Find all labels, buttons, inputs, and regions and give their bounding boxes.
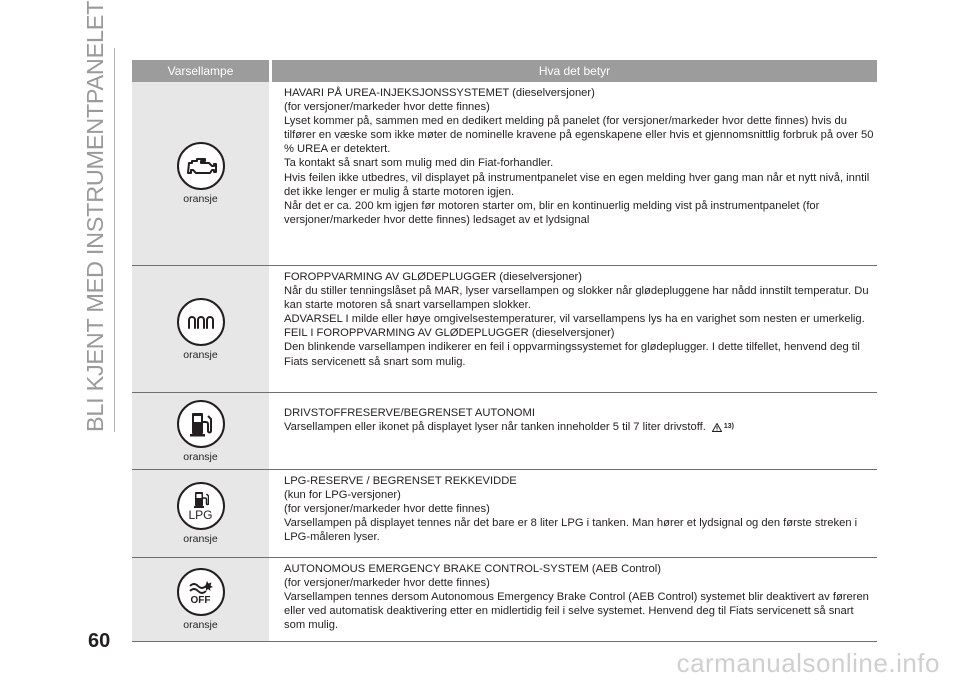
meaning-line: (kun for LPG-versjoner) [284, 489, 401, 502]
glow-plug-icon [177, 298, 225, 346]
color-label: oransje [183, 450, 218, 463]
lpg-pump-icon [177, 482, 225, 530]
meaning-line: (for versjoner/markeder hvor dette finnes) [284, 101, 490, 114]
off-label: OFF [190, 595, 211, 606]
meaning-cell [272, 393, 877, 469]
meaning-cell [272, 558, 877, 641]
table-row [132, 470, 877, 558]
icon-cell [132, 393, 269, 469]
meaning-line: Ta kontakt så snart som mulig med din Fiat-forhandler. [284, 157, 554, 170]
table-header [132, 60, 877, 82]
color-label: oransje [183, 348, 218, 361]
meaning-line: AUTONOMOUS EMERGENCY BRAKE CONTROL-SYSTEM (AEB Control) [284, 563, 661, 575]
meaning-line: (for versjoner/markeder hvor dette finnes) [284, 577, 490, 590]
warning-light-table [132, 60, 877, 642]
warning-note-ref[interactable] [712, 420, 734, 434]
meaning-line: Varsellampen tennes dersom Autonomous Emergency Brake Control (AEB Control) systemet blir deaktivert av føreren eller ved automatisk deaktivering etter en midlertidig feil i selve systemet. Henvend deg til Fiats servicenett så snart som mulig. [284, 591, 869, 632]
aeb-off-icon [177, 568, 225, 616]
meaning-line: Hvis feilen ikke utbedres, vil displayet på instrumentpanelet vise en egen melding hver gang man når et nytt nivå, inntil det ikke lenger er mulig å starte motoren igjen. [284, 171, 870, 198]
engine-check-icon [177, 142, 225, 190]
icon-cell [132, 266, 269, 392]
meaning-line-text: Varsellampen eller ikonet på displayet lyser når tanken inneholder 5 til 7 liter drivstoff. [284, 421, 706, 434]
page-number: 60 [88, 630, 111, 652]
table-row [132, 82, 877, 266]
watermark: carmanualsonline.info [676, 648, 940, 678]
meaning-line: Lyset kommer på, sammen med en dedikert melding på panelet (for versjoner/markeder hvor dette finnes) hvis du tilfører en væske som ikke møter de nominelle kravene på egenskapene eller hvis et gjennomsnittlig forbruk på over 50 % UREA er detektert. [284, 115, 874, 156]
meaning-line: FOROPPVARMING AV GLØDEPLUGGER (dieselversjoner) [284, 271, 582, 283]
meaning-line: ADVARSEL I milde eller høye omgivelsestemperaturer, vil varsellampens lys ha en varighet som nesten er umerkelig. [284, 313, 865, 326]
meaning-cell [272, 266, 877, 392]
table-row [132, 266, 877, 393]
section-title: BLI KJENT MED INSTRUMENTPANELET [82, 48, 115, 432]
icon-cell [132, 558, 269, 641]
meaning-cell [272, 82, 877, 265]
fuel-pump-icon [177, 400, 225, 448]
header-warning-light: Varsellampe [132, 60, 269, 82]
table-row [132, 393, 877, 470]
header-meaning: Hva det betyr [272, 60, 877, 82]
warning-triangle-icon [712, 423, 722, 432]
color-label: oransje [183, 619, 218, 631]
meaning-line: DRIVSTOFFRESERVE/BEGRENSET AUTONOMI [284, 407, 535, 419]
meaning-line [284, 420, 877, 434]
meaning-line: LPG-RESERVE / BEGRENSET REKKEVIDDE [284, 475, 517, 487]
table-row [132, 558, 877, 642]
icon-cell [132, 470, 269, 557]
meaning-line: Når det er ca. 200 km igjen før motoren starter om, blir en kontinuerlig melding vist på instrumentpanelet (for versjoner/markeder hvor dette finnes) ledsaget av et lydsignal [284, 199, 820, 226]
lpg-label: LPG [188, 508, 213, 522]
meaning-line: Varsellampen på displayet tennes når det bare er 8 liter LPG i tanken. Man hører et lydsignal og den første streken i LPG-måleren lyser. [284, 517, 858, 544]
meaning-line: Den blinkende varsellampen indikerer en feil i oppvarmingssystemet for glødeplugger. I dette tilfellet, henvend deg til Fiats servicenett så snart som mulig. [284, 341, 860, 368]
meaning-line: Når du stiller tenningslåset på MAR, lyser varsellampen og slokker når glødepluggene har nådd innstilt temperatur. Du kan starte motoren så snart varsellampen slokker. [284, 285, 869, 312]
color-label: oransje [183, 193, 218, 205]
note-ref-number: 13) [723, 423, 734, 431]
meaning-cell [272, 470, 877, 557]
color-label: oransje [183, 533, 218, 545]
icon-cell [132, 82, 269, 265]
meaning-line: (for versjoner/markeder hvor dette finnes) [284, 503, 490, 516]
meaning-line: FEIL I FOROPPVARMING AV GLØDEPLUGGER (dieselversjoner) [284, 327, 615, 340]
meaning-line: HAVARI PÅ UREA-INJEKSJONSSYSTEMET (dieselversjoner) [284, 87, 595, 99]
